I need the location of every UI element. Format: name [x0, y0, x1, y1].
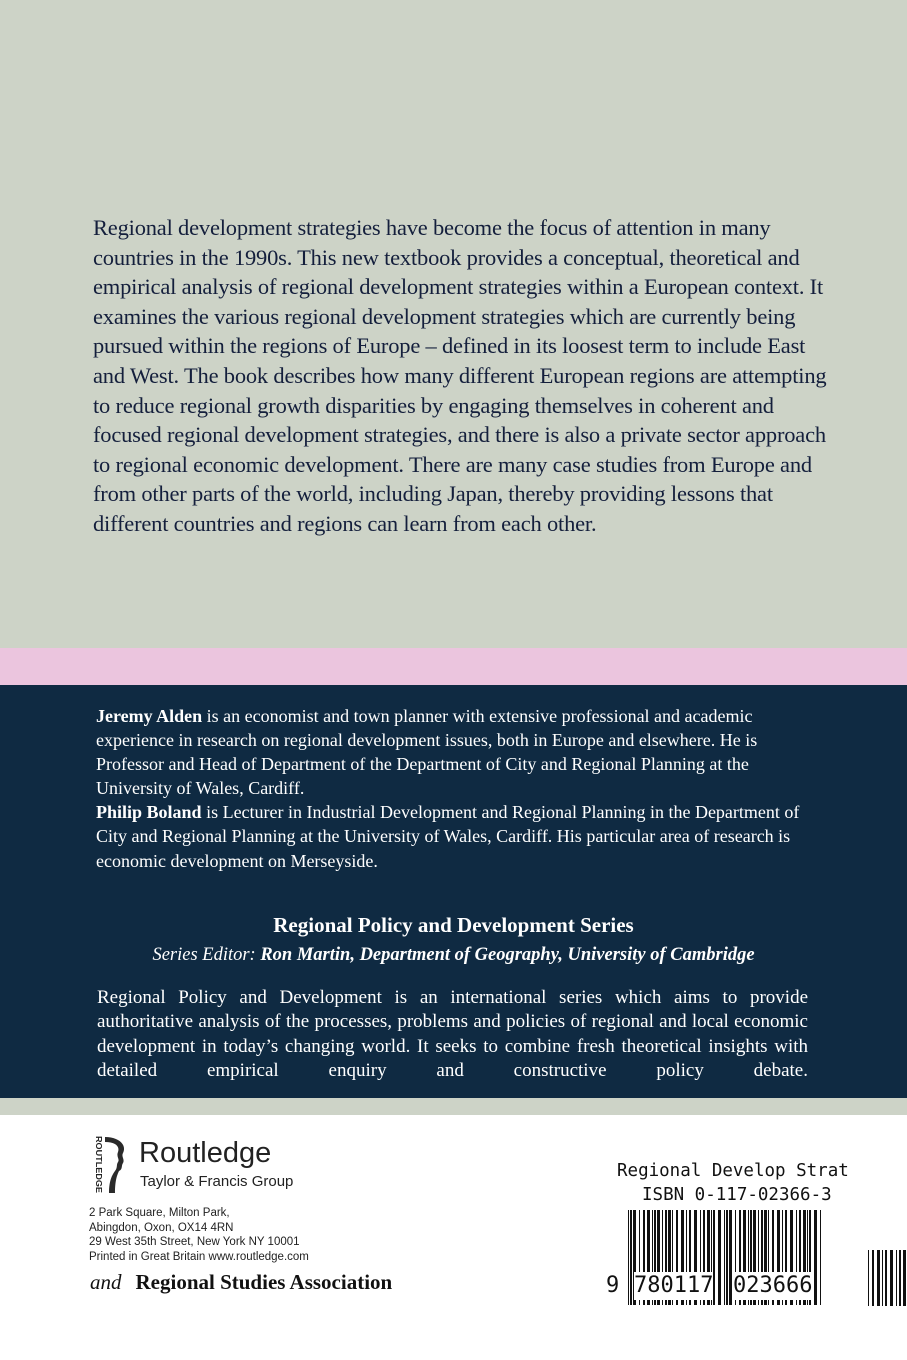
author-name: Philip Boland [96, 802, 202, 823]
series-editor [0, 945, 907, 966]
address-line: Abingdon, Oxon, OX14 4RN [89, 1221, 234, 1234]
co-publisher-name: Regional Studies Association [135, 1270, 393, 1294]
author-bio-alden [96, 704, 816, 800]
barcode-addon-icon [868, 1250, 907, 1306]
top-panel [0, 0, 907, 648]
barcode-digit-group: 9 [606, 1273, 620, 1298]
address-line: Printed in Great Britain www.routledge.com [89, 1250, 309, 1263]
pink-band [0, 648, 907, 685]
routledge-logo-icon [85, 1135, 131, 1195]
author-bio-text: is Lecturer in Industrial Development and Regional Planning in the Department of City and Regional Planning at the University of Wales, Cardiff. His particular area of research is economic development on Merseyside. [96, 802, 800, 871]
isbn-text: ISBN 0-117-02366-3 [642, 1185, 832, 1205]
logo-vertical-text: ROUTLEDGE [94, 1136, 104, 1190]
barcode-title: Regional Develop Strat [617, 1161, 849, 1181]
co-publisher [90, 1270, 392, 1295]
address-line: 2 Park Square, Milton Park, [89, 1207, 230, 1219]
co-publisher-and: and [90, 1270, 122, 1294]
series-editor-name: Ron Martin, Department of Geography, University of Cambridge [260, 945, 755, 965]
author-name: Jeremy Alden [96, 706, 203, 726]
gray-band [0, 1098, 907, 1115]
address-line: 29 West 35th Street, New York NY 10001 [89, 1236, 300, 1248]
author-series-panel [0, 685, 907, 1098]
publisher-name: Routledge [139, 1137, 272, 1169]
publisher-group: Taylor & Francis Group [140, 1173, 294, 1190]
blurb-text: Regional development strategies have become the focus of attention in many countries in the 1990s. This new textbook provides a conceptual, theoretical and empirical analysis of regional development strategies within a European context. It examines the various regional development strategies which are currently being pursued within the regions of Europe – defined in its loosest term to include East and West. The book describes how many different European regions are attempting to reduce regional growth disparities by engaging themselves in coherent and focused regional development strategies, and there is also a private sector approach to regional economic development. There are many case studies from Europe and from other parts of the world, including Japan, thereby providing lessons that different countries and regions can learn from each other. [93, 215, 827, 536]
author-bio-text: is an economist and town planner with extensive professional and academic experience in research on regional development issues, both in Europe and elsewhere. He is Professor and Head of Department of the Department of City and Regional Planning at the University of Wales, Cardiff. [96, 706, 758, 799]
series-description: Regional Policy and Development is an international series which aims to provide authoritative analysis of the processes, problems and policies of regional and local economic development in today’s changing world. It seeks to combine fresh theoretical insights with detailed empirical enquiry and constructive policy debate. [97, 987, 808, 1082]
barcode-digits [606, 1272, 831, 1300]
barcode-digit-group: 023666 [733, 1273, 813, 1298]
author-bios [96, 704, 816, 873]
author-bio-boland [96, 800, 816, 872]
barcode-digit-group: 780117 [634, 1273, 714, 1298]
series-editor-label: Series Editor: [152, 945, 256, 965]
publisher-address [89, 1206, 309, 1264]
series-title: Regional Policy and Development Series [273, 913, 634, 937]
